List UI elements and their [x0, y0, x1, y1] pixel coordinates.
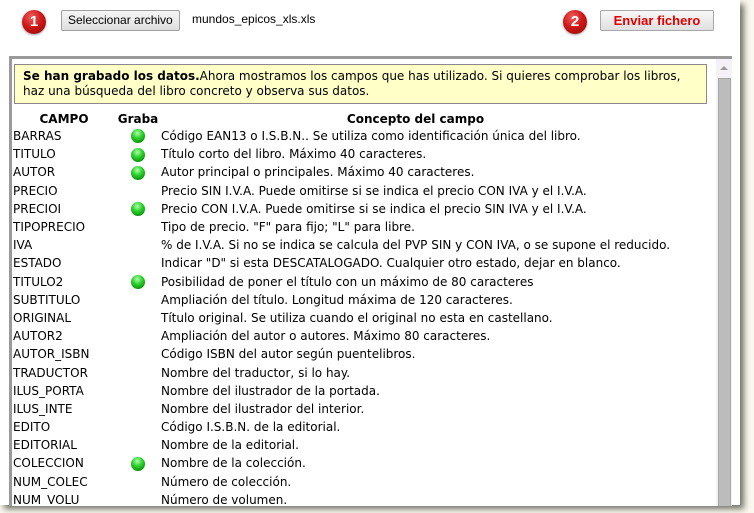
table-row	[13, 127, 670, 145]
table-row	[13, 436, 670, 454]
field-description: Precio SIN I.V.A. Puede omitirse si se indica el precio CON IVA y el I.V.A.	[161, 183, 587, 198]
field-description: Tipo de precio. "F" para fijo; "L" para libre.	[161, 220, 415, 235]
table-row	[13, 363, 670, 381]
field-description: Código I.S.B.N. de la editorial.	[161, 420, 341, 435]
scroll-up-arrow-icon[interactable]	[716, 63, 732, 75]
graba-cell	[115, 418, 161, 436]
graba-cell	[115, 236, 161, 254]
green-dot-icon	[131, 202, 145, 216]
graba-cell	[115, 345, 161, 363]
graba-cell	[115, 273, 161, 291]
graba-cell	[115, 473, 161, 491]
results-content	[12, 59, 708, 506]
table-row	[13, 254, 670, 272]
table-row	[13, 382, 670, 400]
scrollbar-thumb[interactable]	[718, 78, 731, 506]
field-name: ESTADO	[13, 256, 62, 271]
step-1-badge: 1	[22, 10, 46, 34]
field-name: ILUS_INTE	[13, 401, 73, 416]
field-description: Autor principal o principales. Máximo 40 caracteres.	[161, 165, 475, 180]
field-name: AUTOR_ISBN	[13, 347, 90, 362]
table-row	[13, 182, 670, 200]
table-body	[13, 127, 670, 506]
field-name: ILUS_PORTA	[13, 383, 84, 398]
field-name: PRECIO	[13, 183, 58, 198]
graba-cell	[115, 163, 161, 181]
table-row	[13, 200, 670, 218]
field-description: Título original. Se utiliza cuando el original no esta en castellano.	[161, 310, 553, 325]
table-header-row	[13, 110, 670, 127]
table-row	[13, 400, 670, 418]
field-description: Título corto del libro. Máximo 40 caracteres.	[161, 147, 427, 162]
field-name: BARRAS	[13, 129, 62, 144]
select-file-button[interactable]: Seleccionar archivo	[61, 10, 180, 31]
graba-cell	[115, 145, 161, 163]
field-name: PRECIOI	[13, 201, 62, 216]
table-row	[13, 309, 670, 327]
table-row	[13, 291, 670, 309]
field-description: Indicar "D" si esta DESCATALOGADO. Cualquier otro estado, dejar en blanco.	[161, 256, 621, 271]
field-description: Número de volumen.	[161, 492, 288, 506]
graba-cell	[115, 127, 161, 145]
table-row	[13, 491, 670, 506]
field-description: Ampliación del autor o autores. Máximo 80 caracteres.	[161, 329, 491, 344]
field-description: Código EAN13 o I.S.B.N.. Se utiliza como identificación única del libro.	[161, 129, 581, 144]
field-name: TRADUCTOR	[13, 365, 88, 380]
green-dot-icon	[131, 457, 145, 471]
header-campo: CAMPO	[39, 111, 89, 126]
field-description: Código ISBN del autor según puentelibros.	[161, 347, 416, 362]
notice-text: Ahora mostramos los campos que has utilizado. Si quieres comprobar los libros, haz una búsqueda del libro concreto y observa sus datos.	[23, 69, 681, 98]
table-row	[13, 273, 670, 291]
selected-file-name: mundos_epicos_xls.xls	[192, 12, 316, 26]
graba-cell	[115, 363, 161, 381]
green-dot-icon	[131, 148, 145, 162]
send-file-button[interactable]: Enviar fichero	[600, 10, 714, 31]
field-name: SUBTITULO	[13, 292, 81, 307]
graba-cell	[115, 382, 161, 400]
table-row	[13, 163, 670, 181]
table-row	[13, 236, 670, 254]
green-dot-icon	[131, 275, 145, 289]
field-description: Precio CON I.V.A. Puede omitirse si se indica el precio SIN IVA y el I.V.A.	[161, 201, 587, 216]
results-frame	[9, 56, 732, 506]
field-description: Número de colección.	[161, 474, 292, 489]
step-2-badge: 2	[563, 10, 587, 34]
green-dot-icon	[131, 166, 145, 180]
field-description: Nombre de la colección.	[161, 456, 306, 471]
graba-cell	[115, 436, 161, 454]
table-row	[13, 454, 670, 472]
table-row	[13, 418, 670, 436]
graba-cell	[115, 291, 161, 309]
field-name: EDITO	[13, 420, 51, 435]
table-row	[13, 473, 670, 491]
field-description: % de I.V.A. Si no se indica se calcula del PVP SIN y CON IVA, o se supone el reducido.	[161, 238, 671, 253]
field-description: Posibilidad de poner el título con un máximo de 80 caracteres	[161, 274, 534, 289]
fields-table	[13, 110, 670, 506]
graba-cell	[115, 218, 161, 236]
green-dot-icon	[131, 129, 145, 143]
header-concepto: Concepto del campo	[346, 111, 485, 126]
graba-cell	[115, 309, 161, 327]
field-name: NUM_COLEC	[13, 474, 88, 489]
field-name: COLECCION	[13, 456, 84, 471]
table-row	[13, 327, 670, 345]
table-row	[13, 345, 670, 363]
graba-cell	[115, 454, 161, 472]
field-name: ORIGINAL	[13, 310, 72, 325]
field-description: Nombre de la editorial.	[161, 438, 299, 453]
table-row	[13, 145, 670, 163]
field-name: AUTOR	[13, 165, 56, 180]
field-name: IVA	[13, 238, 33, 253]
graba-cell	[115, 254, 161, 272]
field-name: TIPOPRECIO	[13, 220, 86, 235]
graba-cell	[115, 182, 161, 200]
field-description: Nombre del ilustrador de la portada.	[161, 383, 380, 398]
field-description: Nombre del traductor, si lo hay.	[161, 365, 351, 380]
field-name: AUTOR2	[13, 329, 63, 344]
vertical-scrollbar[interactable]	[716, 59, 732, 506]
notice-bold: Se han grabado los datos.	[23, 69, 200, 83]
success-notice	[14, 64, 707, 104]
graba-cell	[115, 327, 161, 345]
header-graba: Graba	[117, 111, 159, 126]
field-name: EDITORIAL	[13, 438, 77, 453]
field-name: NUM_VOLU	[13, 492, 80, 506]
field-description: Ampliación del título. Longitud máxima de 120 caracteres.	[161, 292, 513, 307]
graba-cell	[115, 200, 161, 218]
table-row	[13, 218, 670, 236]
field-name: TITULO	[13, 147, 56, 162]
graba-cell	[115, 400, 161, 418]
graba-cell	[115, 491, 161, 506]
field-description: Nombre del ilustrador del interior.	[161, 401, 365, 416]
field-name: TITULO2	[13, 274, 64, 289]
